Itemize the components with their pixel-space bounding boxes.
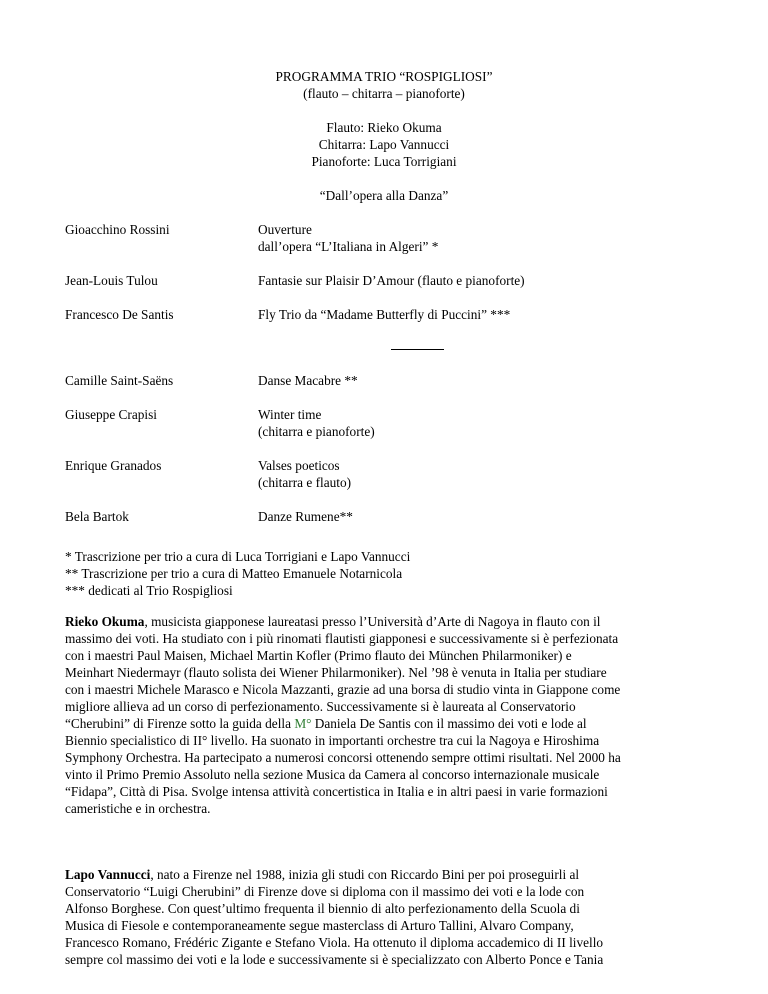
bio-text: Daniela De Santis con il massimo dei voti e lode al bbox=[311, 716, 587, 731]
bio-line: massimo dei voti. Ha studiato con i più rinomati flautisti giapponesi e successivamente si è perfezionata bbox=[65, 631, 619, 646]
biography-okuma bbox=[65, 613, 706, 817]
bio-line: sempre col massimo dei voti e la lode e successivamente si è specializzato con Alberto Ponce e Tania bbox=[65, 952, 604, 967]
bio-line: con i maestri Paul Maisen, Michael Martin Kofler (Primo flauto dei München Philarmoniker) e bbox=[65, 648, 572, 663]
bio-text: “Cherubini” di Firenze sotto la guida della bbox=[65, 716, 295, 731]
transcription-notes bbox=[65, 548, 705, 599]
bio-line: vinto il Primo Premio Assoluto nella sezione Musica da Camera al concorso internazionale musicale bbox=[65, 767, 600, 782]
composer-name: Giuseppe Crapisi bbox=[65, 407, 157, 422]
bio-name: Rieko Okuma bbox=[65, 614, 145, 629]
piece-line: dall’opera “L’Italiana in Algeri” * bbox=[258, 239, 439, 254]
composer-name: Camille Saint-Saëns bbox=[65, 373, 174, 388]
note-line: *** dedicati al Trio Rospigliosi bbox=[65, 583, 233, 598]
bio-line: cameristiche e in orchestra. bbox=[65, 801, 211, 816]
bio-name: Lapo Vannucci bbox=[65, 867, 151, 882]
bio-line: Alfonso Borghese. Con quest’ultimo frequenta il biennio di alto perfezionamento della Scuola di bbox=[65, 901, 580, 916]
piece-title bbox=[258, 457, 351, 491]
bio-text: , nato a Firenze nel 1988, inizia gli studi con Riccardo Bini per poi proseguirli al bbox=[150, 867, 580, 882]
bio-line bbox=[65, 866, 706, 883]
bio-line bbox=[65, 715, 706, 732]
composer-name: Gioacchino Rossini bbox=[65, 222, 170, 237]
piece-line: Ouverture bbox=[258, 222, 312, 237]
performer-piano: Pianoforte: Luca Torrigiani bbox=[311, 154, 457, 169]
piece-title: Danze Rumene** bbox=[258, 509, 353, 524]
maestro-abbrev: M° bbox=[294, 716, 312, 731]
bio-line: Francesco Romano, Frédéric Zigante e Stefano Viola. Ha ottenuto il diploma accademico di II livello bbox=[65, 935, 604, 950]
bio-line: con i maestri Michele Marasco e Nicola Mazzanti, grazie ad una borsa di studio vinta in Giappone come bbox=[65, 682, 621, 697]
bio-line: migliore allieva ad un corso di perfezionamento. Successivamente si è laureata al Conservatorio bbox=[65, 699, 576, 714]
composer-name: Bela Bartok bbox=[65, 509, 129, 524]
bio-line bbox=[65, 613, 706, 630]
piece-title: Fly Trio da “Madame Butterfly di Puccini” *** bbox=[258, 307, 511, 322]
piece-line: Valses poeticos bbox=[258, 458, 340, 473]
program-title: “Dall’opera alla Danza” bbox=[319, 188, 449, 203]
composer-name: Enrique Granados bbox=[65, 458, 162, 473]
bio-line: Biennio specialistico di II° livello. Ha suonato in importanti orchestre tra cui la Nagoya e Hiroshima bbox=[65, 733, 600, 748]
bio-line: Conservatorio “Luigi Cherubini” di Firenze dove si diploma con il massimo dei voti e la lode con bbox=[65, 884, 585, 899]
bio-line: Meinhart Niedermayr (flauto solista dei Wiener Philarmoniker). Nel ’98 è venuta in Italia per studiare bbox=[65, 665, 607, 680]
bio-line: “Fidapa”, Città di Pisa. Svolge intensa attività concertistica in Italia e in altri paesi in varie formazioni bbox=[65, 784, 608, 799]
note-line: ** Trascrizione per trio a cura di Matteo Emanuele Notarnicola bbox=[65, 566, 403, 581]
performer-guitar: Chitarra: Lapo Vannucci bbox=[318, 137, 450, 152]
composer-name: Jean-Louis Tulou bbox=[65, 273, 158, 288]
piece-title bbox=[258, 406, 375, 440]
composer-name: Francesco De Santis bbox=[65, 307, 174, 322]
section-divider bbox=[391, 349, 444, 350]
piece-line: (chitarra e pianoforte) bbox=[258, 424, 375, 439]
biography-vannucci bbox=[65, 866, 706, 968]
note-line: * Trascrizione per trio a cura di Luca Torrigiani e Lapo Vannucci bbox=[65, 549, 411, 564]
ensemble-instruments: (flauto – chitarra – pianoforte) bbox=[303, 86, 465, 101]
bio-line: Symphony Orchestra. Ha partecipato a numerosi concorsi ottenendo sempre ottimi risultati. Nel 2000 ha bbox=[65, 750, 621, 765]
piece-title: Fantasie sur Plaisir D’Amour (flauto e pianoforte) bbox=[258, 273, 525, 288]
piece-line: (chitarra e flauto) bbox=[258, 475, 352, 490]
bio-line: Musica di Fiesole e contemporaneamente segue masterclass di Arturo Tallini, Alvaro Company, bbox=[65, 918, 574, 933]
piece-title bbox=[258, 221, 438, 255]
piece-line: Winter time bbox=[258, 407, 322, 422]
program-heading: PROGRAMMA TRIO “ROSPIGLIOSI” bbox=[275, 69, 493, 84]
piece-title: Danse Macabre ** bbox=[258, 373, 358, 388]
bio-text: , musicista giapponese laureatasi presso l’Università d’Arte di Nagoya in flauto con il bbox=[144, 614, 601, 629]
performer-flute: Flauto: Rieko Okuma bbox=[326, 120, 442, 135]
